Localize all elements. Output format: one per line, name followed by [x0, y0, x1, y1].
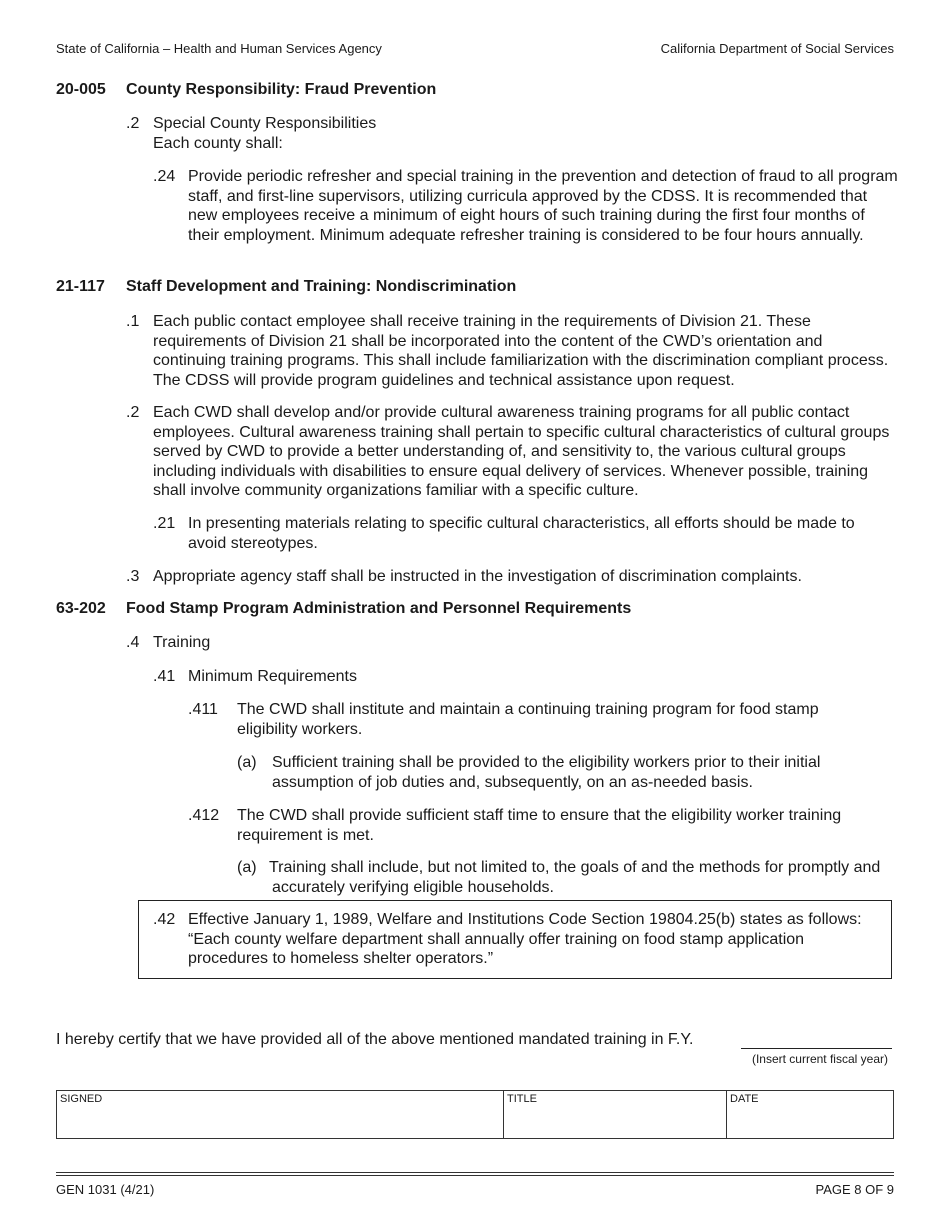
title-field[interactable]	[504, 1091, 727, 1138]
paragraph-text: Appropriate agency staff shall be instructed in the investigation of discrimination complaints.	[153, 568, 802, 585]
paragraph-number: .21	[153, 515, 176, 532]
date-field[interactable]	[727, 1091, 893, 1138]
signed-label: SIGNED	[60, 1093, 103, 1105]
paragraph-text: Effective January 1, 1989, Welfare and Institutions Code Section 19804.25(b) states as follows: “Each county welfare department shall annually offer training on food stamp application procedures to homeless shelter operators.”	[188, 911, 862, 968]
date-label: DATE	[730, 1093, 759, 1105]
paragraph-number: .24	[153, 168, 176, 185]
certification-statement: I hereby certify that we have provided all of the above mentioned mandated training in F.Y.	[56, 1031, 694, 1048]
signed-field[interactable]	[57, 1091, 504, 1138]
paragraph-text: Minimum Requirements	[188, 668, 357, 685]
paragraph-number: .3	[126, 568, 140, 585]
section-number-21-117: 21-117	[56, 278, 105, 295]
header-department: California Department of Social Services	[660, 41, 894, 56]
fiscal-year-field[interactable]	[741, 1030, 892, 1049]
form-id: GEN 1031 (4/21)	[56, 1182, 155, 1197]
paragraph-number: (a)	[237, 859, 257, 876]
paragraph-text: Each county shall:	[153, 135, 283, 152]
paragraph-text: Sufficient training shall be provided to the eligibility workers prior to their initial assumption of job duties and, subsequently, on an as-needed basis.	[272, 754, 821, 791]
paragraph-number: .4	[126, 634, 140, 651]
paragraph-text: Training shall include, but not limited to, the goals of and the methods for promptly and accurately verifying eligible households.	[269, 859, 881, 896]
paragraph-text: Each CWD shall develop and/or provide cultural awareness training programs for all public contact employees. Cultural awareness training shall pertain to specific cultural characteristics of cultural groups served by CWD to provide a better understanding of, and sensitivity to, the various cultural groups including individuals with disabilities to ensure equal delivery of services. Whenever possible, training shall involve community organizations familiar with a specific culture.	[153, 404, 890, 500]
footer-rule-bottom	[56, 1175, 894, 1176]
section-title-fraud-prevention: County Responsibility: Fraud Prevention	[126, 81, 437, 98]
paragraph-number: .412	[188, 807, 220, 824]
section-title-nondiscrimination: Staff Development and Training: Nondiscrimination	[126, 278, 517, 295]
paragraph-text: Provide periodic refresher and special training in the prevention and detection of fraud to all program staff, and first-line supervisors, utilizing curricula approved by the CDSS. It is recommended that new employees receive a minimum of eight hours of such training during the first four months of their employment. Minimum adequate refresher training is considered to be four hours annually.	[188, 168, 898, 244]
fiscal-year-hint: (Insert current fiscal year)	[751, 1052, 888, 1066]
paragraph-text: The CWD shall provide sufficient staff time to ensure that the eligibility worker training requirement is met.	[237, 807, 842, 844]
paragraph-number: .1	[126, 313, 140, 330]
paragraph-number: .2	[126, 404, 140, 421]
paragraph-heading: Special County Responsibilities	[153, 115, 377, 132]
paragraph-number: .41	[153, 668, 176, 685]
paragraph-text: Each public contact employee shall receive training in the requirements of Division 21. These requirements of Division 21 shall be incorporated into the content of the CWD’s orientation and continuing training programs. This shall include familiarization with the discrimination compliant process. The CDSS will provide program guidelines and technical assistance upon request.	[153, 313, 889, 389]
paragraph-number: .411	[188, 701, 218, 718]
footer-rule-top	[56, 1172, 894, 1173]
title-label: TITLE	[507, 1093, 537, 1105]
section-title-food-stamp-admin: Food Stamp Program Administration and Personnel Requirements	[126, 600, 632, 617]
signature-table	[56, 1090, 894, 1139]
paragraph-text: Training	[153, 634, 211, 651]
paragraph-number: (a)	[237, 754, 257, 771]
paragraph-text: The CWD shall institute and maintain a continuing training program for food stamp eligibility workers.	[237, 701, 819, 738]
page-number: PAGE 8 OF 9	[815, 1182, 894, 1197]
paragraph-number: .42	[153, 911, 176, 928]
header-agency: State of California – Health and Human Services Agency	[56, 41, 382, 56]
paragraph-number: .2	[126, 115, 140, 132]
paragraph-text: In presenting materials relating to specific cultural characteristics, all efforts should be made to avoid stereotypes.	[188, 515, 855, 552]
section-number-63-202: 63-202	[56, 600, 106, 617]
section-number-20-005: 20-005	[56, 81, 106, 98]
